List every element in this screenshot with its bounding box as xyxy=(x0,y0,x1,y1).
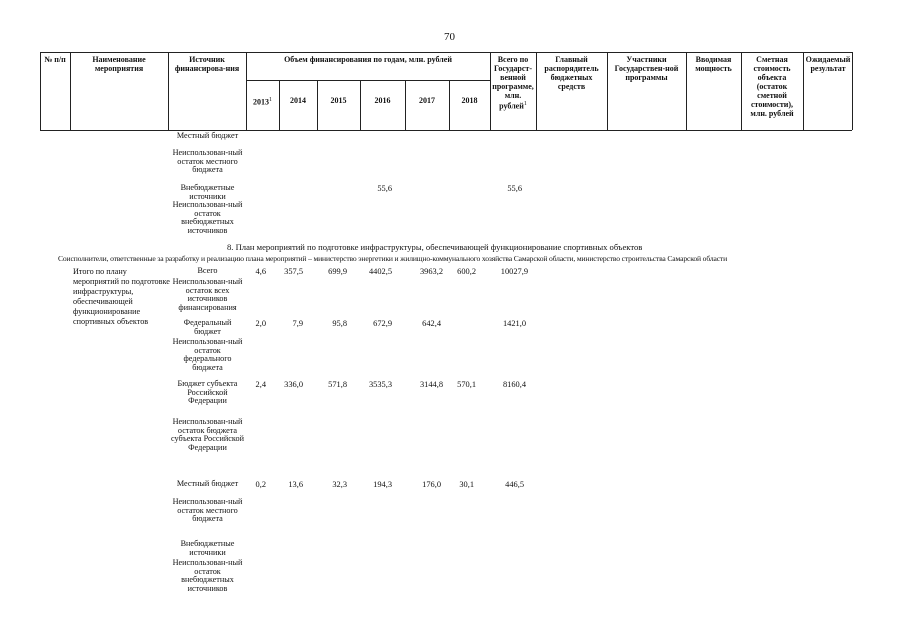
year-label: 2013 xyxy=(253,97,269,107)
value-2014: 357,5 xyxy=(284,267,303,276)
page-number: 70 xyxy=(444,31,455,43)
footnote-mark: 1 xyxy=(269,97,272,103)
col-border xyxy=(686,52,687,130)
col-border xyxy=(852,52,853,130)
source-cell: Местный бюджет xyxy=(176,479,239,488)
header-manager: Главный распорядитель бюджетных средств xyxy=(544,55,599,91)
value-2015: 699,9 xyxy=(328,267,347,276)
source-cell: Всего xyxy=(197,266,218,275)
col-border xyxy=(168,52,169,130)
source-cell: Неиспользован-ный остаток внебюджетных источников xyxy=(172,200,243,235)
value-total: 10027,9 xyxy=(500,267,528,276)
header-bottom-border xyxy=(40,130,852,131)
header-year-2018: 2018 xyxy=(461,96,478,105)
source-cell: Федеральный бюджет xyxy=(183,318,232,336)
source-cell: Неиспользован-ный остаток местного бюджета xyxy=(172,497,243,524)
value-2013: 0,2 xyxy=(255,480,266,489)
value-2015: 95,8 xyxy=(332,319,347,328)
value-2014: 13,6 xyxy=(288,480,303,489)
value-2017: 642,4 xyxy=(422,319,441,328)
source-cell: Неиспользован-ный остаток федерального бюджета xyxy=(172,337,243,372)
header-participants: Участники Государствен-ной программы xyxy=(614,55,679,82)
col-border xyxy=(741,52,742,130)
header-top-border xyxy=(40,52,852,53)
header-year-2015: 2015 xyxy=(330,96,347,105)
source-cell: Неиспользован-ный остаток всех источников финансирования xyxy=(172,277,243,312)
col-border xyxy=(70,52,71,130)
header-result: Ожидаемый результат xyxy=(805,55,851,73)
value-total: 446,5 xyxy=(505,480,524,489)
footnote-mark: 1 xyxy=(523,101,527,107)
value-2013: 2,0 xyxy=(255,319,266,328)
header-year-2014: 2014 xyxy=(290,96,306,105)
value-total: 1421,0 xyxy=(502,319,526,328)
value-2015: 571,8 xyxy=(328,380,347,389)
header-estimate: Сметная стоимость объекта (остаток сметной стоимости), млн. рублей xyxy=(750,55,794,118)
value-2016: 55,6 xyxy=(377,184,392,193)
source-cell: Местный бюджет xyxy=(176,131,239,140)
value-2015: 32,3 xyxy=(332,480,347,489)
col-border xyxy=(607,52,608,130)
col-border xyxy=(803,52,804,130)
source-cell: Неиспользован-ный остаток бюджета субъекта Российской Федерации xyxy=(171,417,244,452)
col-border xyxy=(317,80,318,130)
value-2017: 3963,2 xyxy=(419,267,443,276)
value-total: 55,6 xyxy=(507,184,522,193)
col-border xyxy=(360,80,361,130)
header-volume: Объем финансирования по годам, млн. рублей xyxy=(284,55,452,64)
col-border xyxy=(449,80,450,130)
value-2018: 30,1 xyxy=(459,480,474,489)
value-2018: 600,2 xyxy=(457,267,476,276)
total-row-name: Итого по плану мероприятий по подготовке инфраструктуры, обеспечивающей функционирование спортивных объектов xyxy=(73,267,170,326)
header-total xyxy=(491,55,535,111)
col-border xyxy=(246,52,247,130)
header-year-divider xyxy=(246,80,490,81)
header-source: Источник финансирова-ния xyxy=(174,55,240,73)
value-total: 8160,4 xyxy=(502,380,526,389)
col-border xyxy=(405,80,406,130)
source-cell: Бюджет субъекта Российской Федерации xyxy=(177,379,238,406)
value-2018: 570,1 xyxy=(457,380,476,389)
value-2014: 336,0 xyxy=(284,380,303,389)
value-2014: 7,9 xyxy=(292,319,303,328)
source-cell: Внебюджетные источники xyxy=(180,183,235,201)
col-border xyxy=(40,52,41,130)
header-number: № п/п xyxy=(44,55,66,64)
header-year-2017: 2017 xyxy=(419,96,435,105)
value-2016: 4402,5 xyxy=(368,267,392,276)
value-2017: 176,0 xyxy=(422,480,441,489)
value-2017: 3144,8 xyxy=(419,380,443,389)
header-capacity: Вводимая мощность xyxy=(695,55,732,73)
source-cell: Неиспользован-ный остаток местного бюджета xyxy=(172,148,243,175)
source-cell: Неиспользован-ный остаток внебюджетных источников xyxy=(172,558,243,593)
source-cell: Внебюджетные источники xyxy=(180,539,235,557)
section-title: 8. План мероприятий по подготовке инфраструктуры, обеспечивающей функционирование спортивных объектов xyxy=(227,242,643,252)
value-2016: 3535,3 xyxy=(368,380,392,389)
header-year-2016: 2016 xyxy=(374,96,391,105)
section-executors: Соисполнители, ответственные за разработку и реализацию плана мероприятий – министерство энергетики и жилищно-коммунального хозяйства Самарской области, министерство строительства Самарской области xyxy=(58,254,728,263)
value-2013: 4,6 xyxy=(255,267,266,276)
value-2016: 672,9 xyxy=(373,319,392,328)
col-border xyxy=(536,52,537,130)
value-2013: 2,4 xyxy=(255,380,266,389)
header-total-label: Всего по Государст-венной программе, млн. рублей xyxy=(492,55,534,111)
header-name: Наименование мероприятия xyxy=(92,55,146,73)
col-border xyxy=(279,80,280,130)
header-year-2013 xyxy=(246,96,279,107)
value-2016: 194,3 xyxy=(373,480,392,489)
